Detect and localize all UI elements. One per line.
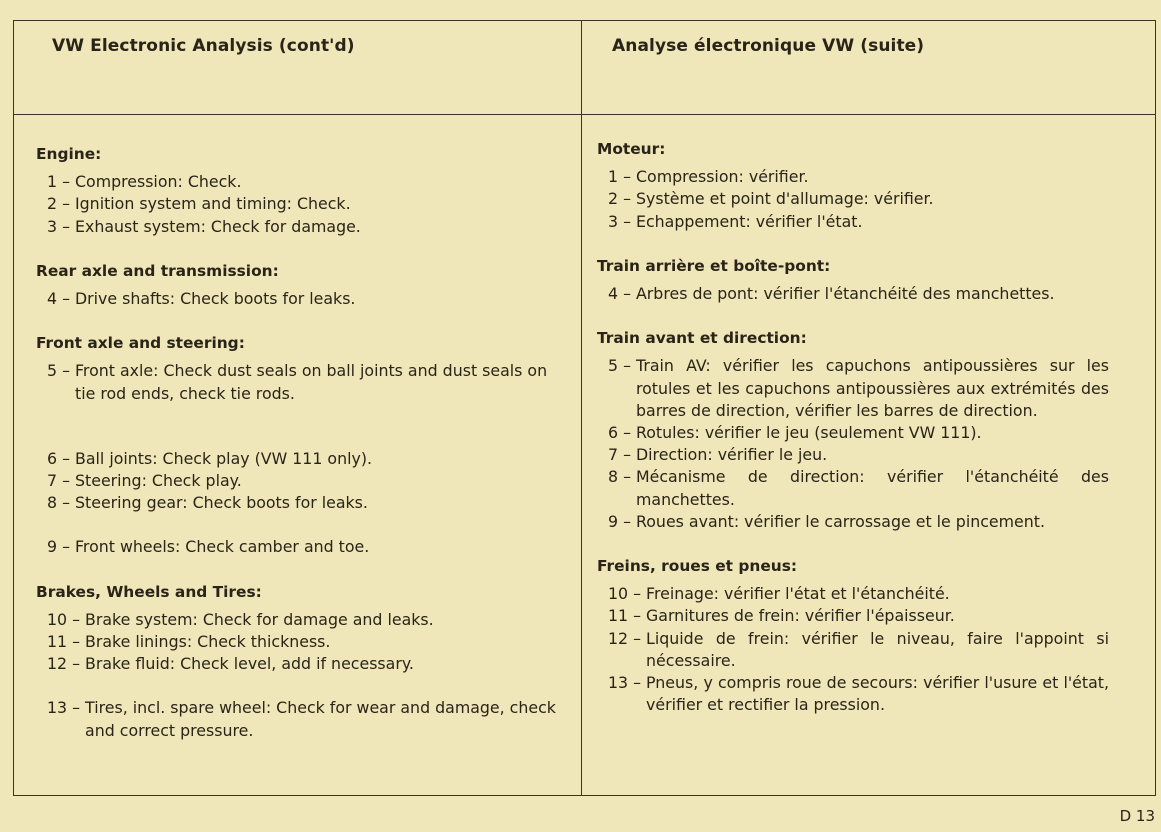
list-item: 9 – Front wheels: Check camber and toe. [47, 537, 370, 557]
list-item: 6 – Ball joints: Check play (VW 111 only). [47, 448, 373, 468]
section-train-avant-title: Train avant et direction: [597, 329, 807, 348]
list-item: 5 – Front axle: Check dust seals on ball joints and dust seals on tie rod ends, check tie rods. [47, 361, 548, 403]
header-french: Analyse électronique VW (suite) [612, 36, 925, 56]
list-item: 11 – Garnitures de frein: vérifier l'épaisseur. [608, 606, 955, 626]
list-item: 12 – Brake fluid: Check level, add if necessary. [47, 654, 414, 674]
header-divider [14, 114, 1155, 115]
list-item: 5 – Train AV: vérifier les capuchons antipoussières sur les rotules et les capuchons antipoussières aux extrémités des barres de direction, vérifier les barres de direction. [608, 356, 1109, 420]
header-english: VW Electronic Analysis (cont'd) [52, 36, 355, 56]
section-front-title: Front axle and steering: [36, 334, 245, 353]
list-item: 3 – Echappement: vérifier l'état. [608, 211, 863, 231]
english-column [36, 143, 556, 742]
section-rear-title: Rear axle and transmission: [36, 261, 279, 280]
section-brakes-title: Brakes, Wheels and Tires: [36, 582, 262, 601]
list-item: 12 – Liquide de frein: vérifier le niveau, faire l'appoint si nécessaire. [608, 628, 1109, 670]
list-item: 4 – Arbres de pont: vérifier l'étanchéité des manchettes. [608, 284, 1055, 304]
list-item: 13 – Pneus, y compris roue de secours: vérifier l'usure et l'état, vérifier et rectifier la pression. [608, 673, 1109, 715]
list-item: 7 – Steering: Check play. [47, 471, 242, 491]
list-item: 7 – Direction: vérifier le jeu. [608, 445, 828, 465]
list-item: 1 – Compression: vérifier. [608, 167, 809, 187]
list-item: 9 – Roues avant: vérifier le carrossage et le pincement. [608, 511, 1045, 531]
list-item: 11 – Brake linings: Check thickness. [47, 632, 331, 652]
section-train-arriere-title: Train arrière et boîte-pont: [597, 256, 831, 275]
list-item: 6 – Rotules: vérifier le jeu (seulement VW 111). [608, 423, 982, 443]
list-item: 3 – Exhaust system: Check for damage. [47, 216, 361, 236]
column-divider [581, 21, 582, 795]
page-number: D 13 [1119, 807, 1155, 825]
section-engine-title: Engine: [36, 145, 102, 163]
list-item: 2 – Système et point d'allumage: vérifier. [608, 189, 934, 209]
list-item: 10 – Freinage: vérifier l'état et l'étanchéité. [608, 584, 950, 604]
list-item: 10 – Brake system: Check for damage and leaks. [47, 609, 434, 629]
french-column [597, 138, 1109, 716]
section-freins-title: Freins, roues et pneus: [597, 557, 798, 576]
list-item: 1 – Compression: Check. [47, 172, 242, 192]
list-item: 13 – Tires, incl. spare wheel: Check for wear and damage, check and correct pressure. [47, 698, 556, 740]
list-item: 2 – Ignition system and timing: Check. [47, 194, 351, 214]
list-item: 8 – Mécanisme de direction: vérifier l'étanchéité des manchettes. [608, 467, 1109, 509]
section-moteur-title: Moteur: [597, 140, 666, 158]
list-item: 8 – Steering gear: Check boots for leaks. [47, 493, 368, 513]
list-item: 4 – Drive shafts: Check boots for leaks. [47, 289, 356, 309]
